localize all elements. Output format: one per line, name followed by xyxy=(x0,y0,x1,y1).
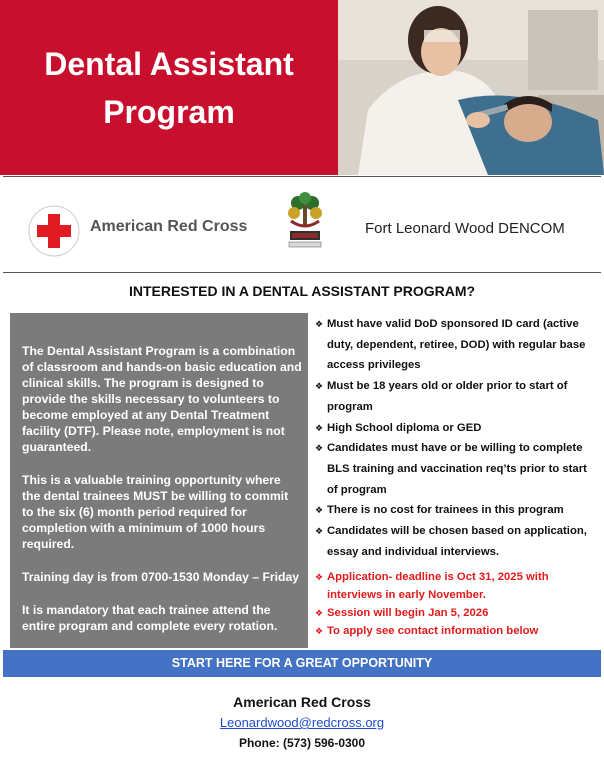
diamond-bullet-icon: ❖ xyxy=(315,626,324,637)
date-item: ❖ Application- deadline is Oct 31, 2025 with interviews in early November. xyxy=(315,568,600,604)
title-line-2: Program xyxy=(103,93,235,130)
cta-banner: START HERE FOR A GREAT OPPORTUNITY xyxy=(3,650,601,677)
header xyxy=(0,0,604,175)
diamond-bullet-icon: ❖ xyxy=(315,572,324,583)
dencom-crest-icon xyxy=(285,191,325,254)
dental-exam-photo xyxy=(338,0,604,175)
description-paragraph: This is a valuable training opportunity where the dental trainees MUST be willing to commit to the six (6) month period required for completion with a minimum of 1000 hours required. xyxy=(22,473,289,551)
program-description-panel xyxy=(10,313,308,648)
logo-row xyxy=(0,188,604,270)
contact-name: American Red Cross xyxy=(233,694,371,710)
requirement-item: ❖ Candidates must have or be willing to complete BLS training and vaccination req’ts prior to start of program xyxy=(315,438,600,500)
important-dates xyxy=(315,568,600,640)
red-cross-icon xyxy=(28,205,80,262)
diamond-bullet-icon: ❖ xyxy=(315,319,324,329)
diamond-bullet-icon: ❖ xyxy=(315,505,324,516)
diamond-bullet-icon: ❖ xyxy=(315,526,324,537)
contact-phone: Phone: (573) 596-0300 xyxy=(238,736,366,750)
arc-name: American Red Cross xyxy=(90,218,248,235)
diamond-bullet-icon: ❖ xyxy=(315,381,324,392)
description-paragraph: It is mandatory that each trainee attend the entire program and complete every rotation. xyxy=(22,603,278,633)
description-paragraph: Training day is from 0700-1530 Monday – Friday xyxy=(22,570,300,584)
title-block xyxy=(0,0,338,175)
requirement-item: ❖ Must be 18 years old or older prior to start of program xyxy=(315,376,600,417)
diamond-bullet-icon: ❖ xyxy=(315,422,324,433)
requirement-item: ❖ Must have valid DoD sponsored ID card (active duty, dependent, retiree, DOD) with regular base access privileges xyxy=(315,314,600,376)
fort-name: Fort Leonard Wood DENCOM xyxy=(365,220,565,237)
title-line-1: Dental Assistant xyxy=(44,45,294,82)
requirement-item: ❖ There is no cost for trainees in this program xyxy=(315,500,600,521)
requirement-item: ❖ High School diploma or GED xyxy=(315,418,600,439)
headline-question: INTERESTED IN A DENTAL ASSISTANT PROGRAM? xyxy=(128,283,476,299)
requirements-list xyxy=(315,314,600,640)
diamond-bullet-icon: ❖ xyxy=(315,608,324,619)
contact-email-link[interactable]: Leonardwood@redcross.org xyxy=(219,715,385,730)
diamond-bullet-icon: ❖ xyxy=(315,443,324,454)
description-paragraph: The Dental Assistant Program is a combination of classroom and hands-on basic education and clinical skills. The program is designed to provide the skills necessary to volunteers to become employed at any Dental Treatment facility (DTF). Please note, employment is not guaranteed. xyxy=(22,344,302,454)
date-item: ❖ Session will begin Jan 5, 2026 xyxy=(315,604,600,622)
page-title xyxy=(44,40,294,136)
logo-divider xyxy=(3,272,601,273)
top-divider xyxy=(3,176,601,177)
date-item: ❖ To apply see contact information below xyxy=(315,622,600,640)
requirement-item: ❖ Candidates will be chosen based on application, essay and individual interviews. xyxy=(315,521,600,562)
